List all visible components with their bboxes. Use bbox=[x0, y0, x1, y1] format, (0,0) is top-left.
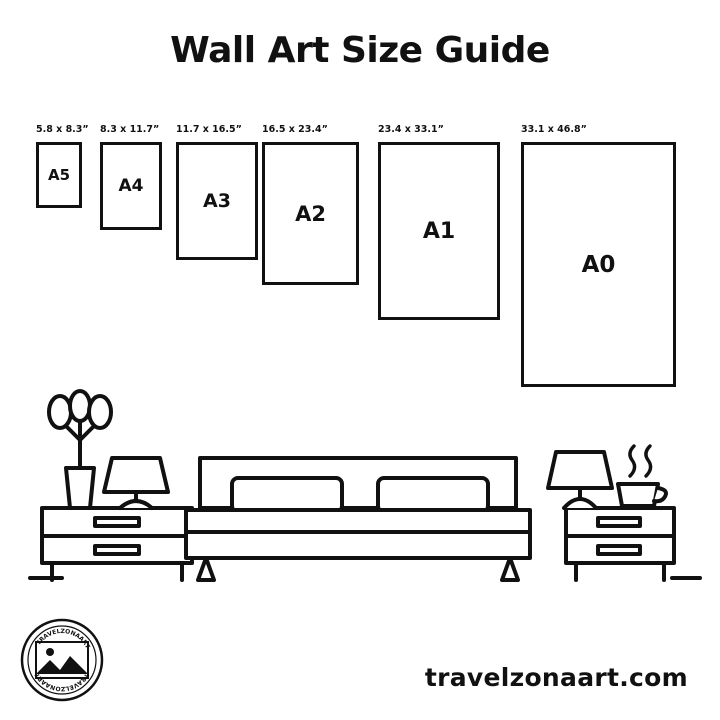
website-url: travelzonaart.com bbox=[424, 663, 688, 692]
left-table-lamp bbox=[104, 458, 168, 508]
frame-item bbox=[100, 110, 176, 246]
frame-dimension-label: 11.7 x 16.5” bbox=[176, 124, 242, 135]
frame-a2[interactable] bbox=[262, 142, 359, 285]
coffee-cup bbox=[618, 446, 666, 506]
frame-a3[interactable] bbox=[176, 142, 258, 260]
frame-size-label: A4 bbox=[118, 176, 144, 196]
logo-inner-circle bbox=[28, 626, 96, 694]
frame-dimension-label: 23.4 x 33.1” bbox=[378, 124, 444, 135]
frame-dimension-label: 8.3 x 11.7” bbox=[100, 124, 160, 135]
frame-item bbox=[36, 110, 96, 224]
logo-text-bottom-path: TRAVELZONAART bbox=[33, 671, 90, 693]
frame-dimension-label: 5.8 x 8.3” bbox=[36, 124, 89, 135]
frame-a4[interactable] bbox=[100, 142, 162, 230]
brand-logo-svg bbox=[20, 618, 104, 702]
page-title: Wall Art Size Guide bbox=[170, 30, 550, 71]
frame-size-label: A5 bbox=[47, 166, 71, 184]
frame-a5[interactable] bbox=[36, 142, 82, 208]
frame-dimension-label: 33.1 x 46.8” bbox=[521, 124, 587, 135]
frame-item bbox=[378, 110, 514, 336]
logo-sun-icon bbox=[46, 648, 54, 656]
frame-size-label: A3 bbox=[203, 190, 231, 212]
frame-item bbox=[521, 110, 690, 403]
left-nightstand bbox=[42, 508, 192, 580]
logo-text-top-path: TRAVELZONAART bbox=[35, 627, 92, 650]
frame-item bbox=[176, 110, 272, 276]
frame-a1[interactable] bbox=[378, 142, 500, 320]
bedroom-scene-illustration bbox=[0, 380, 720, 610]
bedroom-svg bbox=[0, 380, 720, 610]
frame-size-label: A1 bbox=[422, 218, 456, 244]
brand-logo bbox=[20, 618, 104, 702]
right-table-lamp bbox=[548, 452, 612, 508]
right-nightstand bbox=[566, 508, 674, 580]
frame-item bbox=[262, 110, 373, 301]
bed bbox=[186, 458, 530, 580]
logo-mountain-icon bbox=[36, 656, 88, 674]
frame-dimension-label: 16.5 x 23.4” bbox=[262, 124, 328, 135]
logo-text-bottom-el bbox=[33, 671, 90, 692]
frame-size-label: A0 bbox=[581, 251, 616, 278]
vase-with-plant bbox=[49, 391, 111, 508]
frame-a0[interactable] bbox=[521, 142, 676, 387]
frame-size-label: A2 bbox=[295, 201, 326, 226]
frame-size-row bbox=[0, 110, 720, 410]
